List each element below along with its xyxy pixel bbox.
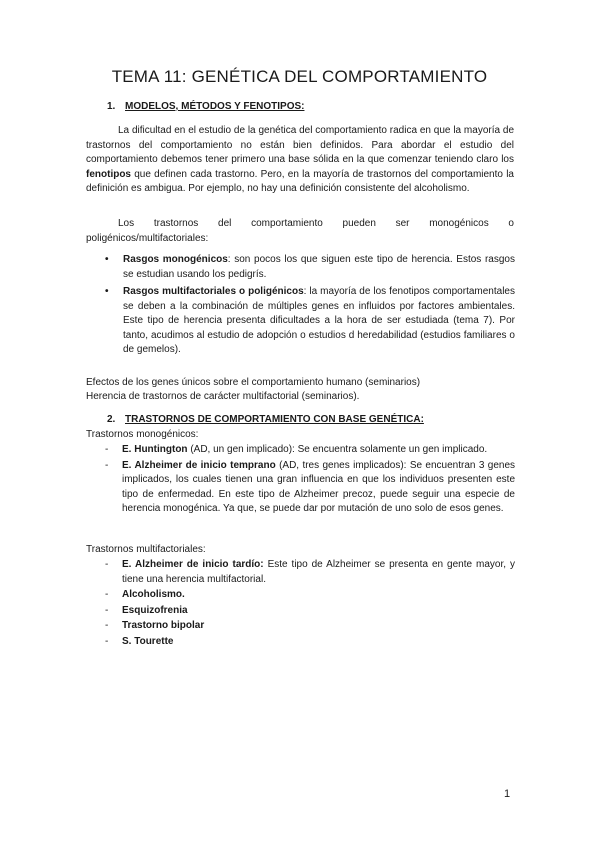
dash-marker: -: [105, 444, 109, 455]
multifactorial-item: [105, 558, 515, 587]
multifactorial-list: [105, 558, 515, 650]
section-1-number: 1.: [107, 101, 116, 112]
bullet-text: : la mayoría de los fenotipos comportamentales se deben a la combinación de múltiples genes en influidos por factores ambientales. Este tipo de herencia presenta dificultades a la hora de ser estudiada (tema 7). Por tanto, acudimos al estudio de adopción o estudios d heredabilidad (estudios familiares o de gemelos).: [123, 286, 515, 355]
item-bold-term: E. Alzheimer de inicio temprano: [122, 459, 276, 471]
bullet-text: : son pocos los que siguen este tipo de herencia. Estos rasgos se estudian usando los pedigrís.: [123, 254, 515, 280]
multifactorial-item: [105, 619, 515, 634]
section-1-paragraph-2: Los trastornos del comportamiento pueden ser monogénicos o poligénicos/multifactoriales:: [86, 218, 514, 244]
section-1-bullet-list: [105, 253, 515, 361]
multifactorial-item: [105, 604, 515, 619]
paragraph-text: La dificultad en el estudio de la genética del comportamiento radica en que la mayoría de trastornos del comportamiento no están bien definidos. Para abordar el estudio del comportamiento debemos tener primero una base sólida en la que comenzar teniendo claro los: [86, 125, 514, 165]
item-bold-term: E. Huntington: [122, 444, 188, 455]
monogenic-item: [105, 443, 515, 458]
multifactorial-label: Trastornos multifactoriales:: [86, 544, 206, 555]
item-bold-term: Esquizofrenia: [122, 604, 188, 616]
page-number: 1: [504, 788, 511, 800]
item-text: (AD, tres genes implicados): Se encuentran 3 genes implicados, los cuales tienen una gran influencia en que los individuos presenten este tipo de enfermedad. En este tipo de Alzheimer precoz, puede seguir una especie de herencia monogénica. Ya que, se puede dar por mutación de uno solo de esos genes.: [122, 459, 516, 514]
bullet-item: [105, 285, 515, 358]
dash-marker: -: [105, 589, 109, 600]
dash-marker: -: [105, 635, 109, 647]
monogenic-list: [105, 443, 515, 518]
bullet-item: [105, 253, 515, 282]
monogenic-item: [105, 459, 515, 517]
bullet-bold-term: Rasgos multifactoriales o poligénicos: [123, 286, 304, 297]
item-text: (AD, un gen implicado): Se encuentra solamente un gen implicado.: [187, 444, 488, 455]
section-1-title: MODELOS, MÉTODOS Y FENOTIPOS:: [125, 101, 305, 112]
item-bold-term: Trastorno bipolar: [122, 620, 205, 631]
bullet-glyph: •: [105, 286, 109, 297]
dash-marker: -: [105, 620, 109, 631]
item-bold-term: E. Alzheimer de inicio tardío:: [122, 559, 264, 570]
item-text: Este tipo de Alzheimer se presenta en gente mayor, y tiene una herencia multifactorial.: [122, 559, 515, 585]
multifactorial-item: [105, 635, 515, 650]
item-bold-term: S. Tourette: [122, 635, 174, 647]
paragraph-text: que definen cada trastorno. Pero, en la mayoría de trastornos del comportamiento la definición es ambigua. Por ejemplo, no hay una definición consistente del alcoholismo.: [86, 168, 514, 194]
section-1-paragraph-1: [86, 124, 514, 197]
section-1-note-2: Herencia de trastornos de carácter multifactorial (seminarios).: [86, 391, 360, 402]
multifactorial-item: [105, 588, 515, 603]
bullet-bold-term: Rasgos monogénicos: [123, 254, 228, 265]
dash-marker: -: [105, 459, 109, 471]
section-1-note-1: Efectos de los genes únicos sobre el comportamiento humano (seminarios): [86, 377, 421, 388]
monogenic-label: Trastornos monogénicos:: [86, 429, 199, 440]
section-2-number: 2.: [107, 414, 116, 425]
section-2-title: TRASTORNOS DE COMPORTAMIENTO CON BASE GENÉTICA:: [125, 414, 424, 425]
document-title: TEMA 11: GENÉTICA DEL COMPORTAMIENTO: [111, 67, 488, 86]
dash-marker: -: [105, 604, 109, 616]
dash-marker: -: [105, 559, 109, 570]
paragraph-bold-term: fenotipos: [86, 168, 131, 180]
section-1-heading: [107, 100, 304, 115]
bullet-glyph: •: [105, 254, 109, 265]
item-bold-term: Alcoholismo.: [122, 589, 185, 600]
section-2-heading: [107, 413, 424, 428]
